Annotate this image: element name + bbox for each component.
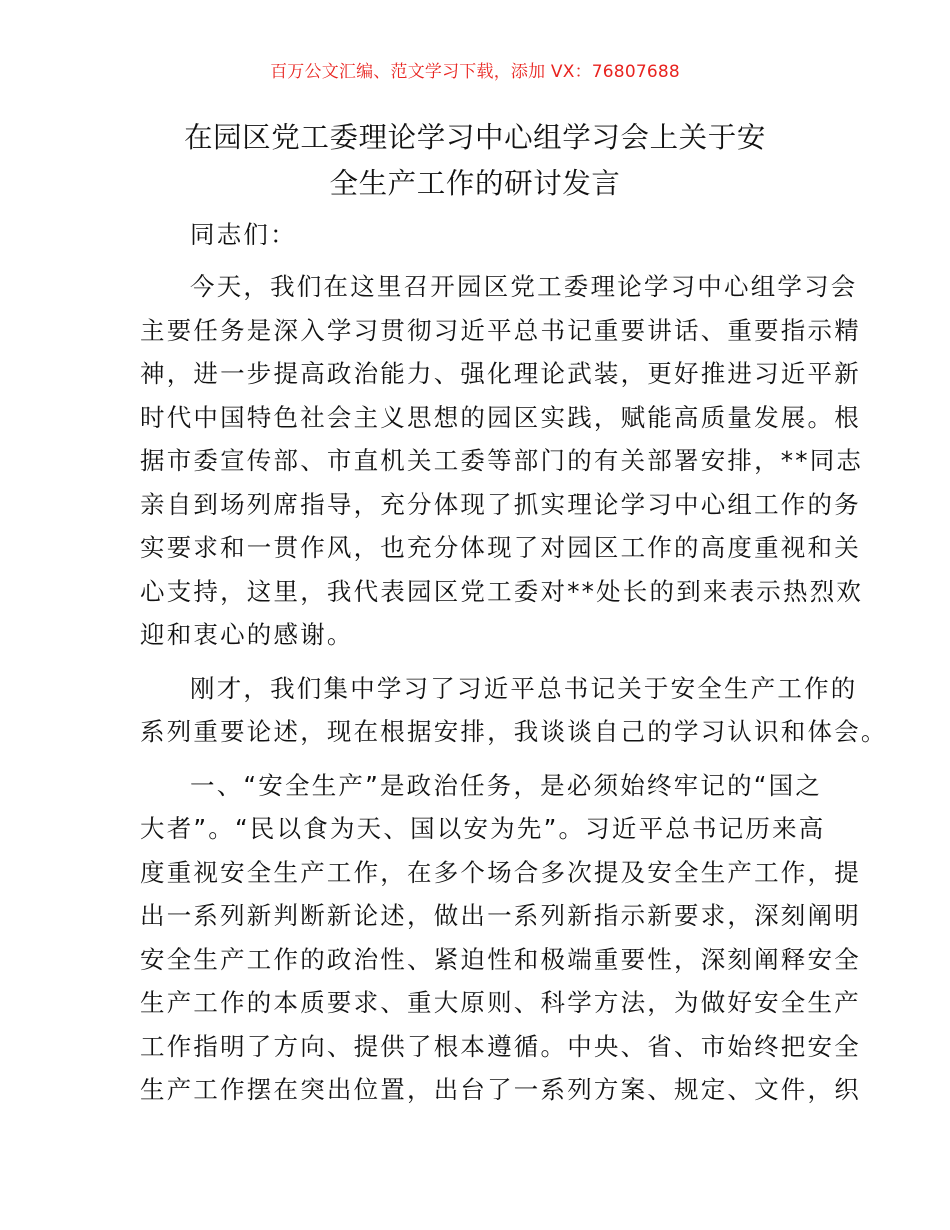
body-text-line: 今天，我们在这里召开园区党工委理论学习中心组学习会 (190, 272, 858, 301)
body-text-line: 系列重要论述，现在根据安排，我谈谈自己的学习认识和体会。 (140, 717, 888, 746)
body-text-line: 神，进一步提高政治能力、强化理论武装，更好推进习近平新 (140, 359, 861, 388)
body-text-line: 出一系列新判断新论述，做出一系列新指示新要求，深刻阐明 (140, 901, 861, 930)
body-text-line: 生产工作的本质要求、重大原则、科学方法，为做好安全生产 (140, 988, 861, 1017)
body-text-line: 安全生产工作的政治性、紧迫性和极端重要性，深刻阐释安全 (140, 945, 861, 974)
body-text-line: 生产工作摆在突出位置，出台了一系列方案、规定、文件，织 (140, 1075, 861, 1104)
body-text-line: 迎和衷心的感谢。 (140, 620, 354, 649)
body-text-line: 刚才，我们集中学习了习近平总书记关于安全生产工作的 (190, 674, 858, 703)
body-text-line: 工作指明了方向、提供了根本遵循。中央、省、市始终把安全 (140, 1032, 861, 1061)
body-text-line: 心支持，这里，我代表园区党工委对**处长的到来表示热烈欢 (140, 577, 864, 606)
body-text-line: 据市委宣传部、市直机关工委等部门的有关部署安排，**同志 (140, 446, 864, 475)
salutation: 同志们： (190, 220, 297, 249)
body-text-line: 大者”。“民以食为天、国以安为先”。习近平总书记历来高 (140, 814, 826, 843)
body-text-line: 主要任务是深入学习贯彻习近平总书记重要讲话、重要指示精 (140, 316, 861, 345)
body-text-line: 时代中国特色社会主义思想的园区实践，赋能高质量发展。根 (140, 403, 861, 432)
body-text-line: 亲自到场列席指导，充分体现了抓实理论学习中心组工作的务 (140, 490, 861, 519)
document-title-line-2: 全生产工作的研讨发言 (329, 167, 621, 200)
watermark-banner: 百万公文汇编、范文学习下载，添加 VX：76807688 (270, 62, 680, 82)
body-text-line: 实要求和一贯作风，也充分体现了对园区工作的高度重视和关 (140, 533, 861, 562)
body-text-line: 度重视安全生产工作，在多个场合多次提及安全生产工作，提 (140, 858, 861, 887)
document-title-line-1: 在园区党工委理论学习中心组学习会上关于安 (183, 121, 766, 154)
body-text-line: 一、“安全生产”是政治任务，是必须始终牢记的“国之 (190, 771, 823, 800)
